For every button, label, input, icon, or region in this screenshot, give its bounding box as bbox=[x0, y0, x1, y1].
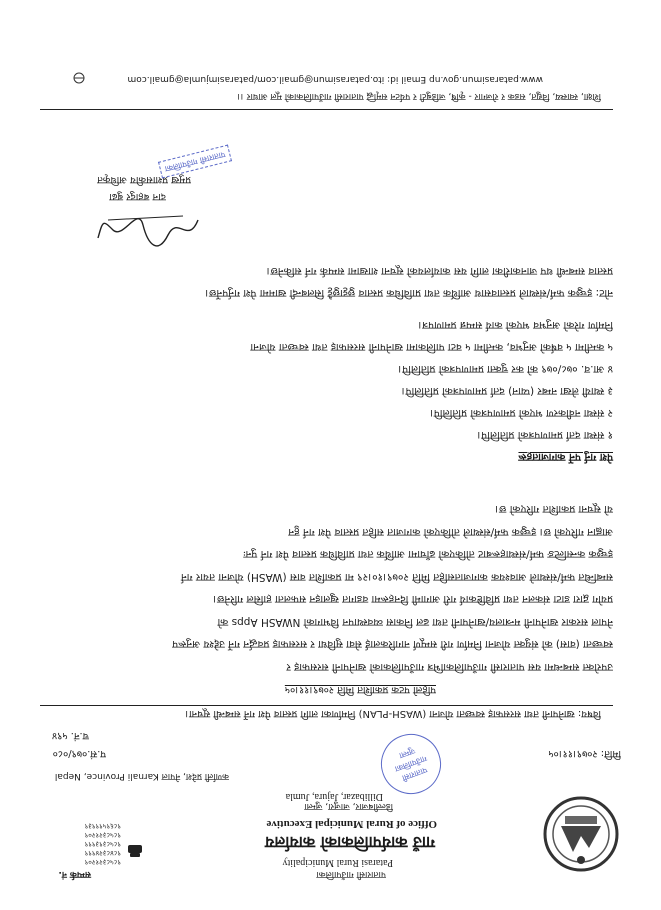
body-line: उपरोक्त सम्बन्धमा यस पातारासी गाउँपालिकाभित्र गाउँपालिकाको खानेपानी सरसफाइ र bbox=[286, 661, 613, 673]
notice-publish-date: पहिलो पटक प्रकाशित मिति २०७९।११।०५ bbox=[284, 684, 436, 695]
body-line: नेपाल सरकार खानेपानी मन्त्रालय/खानेपानी तथा ढल निकास व्यवस्थापन विभागको NWASH Apps को bbox=[217, 616, 613, 628]
body-line: यो सूचना प्रकाशित गरिएको छ। bbox=[495, 503, 613, 516]
body-line: प्रयोग द्वारा डाटा संकलन तथा प्रविष्टिकार्य गरी आगामी दिनहरूमा वडागत खुलाइन सफलता हासिल गरिनेछ। bbox=[213, 593, 613, 606]
round-stamp-text: पातारासी गाउँपालिका जुम्ला bbox=[393, 746, 429, 784]
office-name-np: गाउँ कार्यपालिकाको कार्यालय bbox=[265, 833, 435, 852]
body-line: इच्छुक कन्सल्टिङ फर्म/संस्थाहरूबाट तोकिएको ढाँचामा आर्थिक तथा प्राविधिक प्रस्ताव पेश गर्न पुनः bbox=[243, 548, 613, 561]
document-item: निर्माण गरेको अनुभव भएको कार्य सम्पन्न प्रमाणपत्र। bbox=[418, 319, 613, 331]
address-en: Dillibazar, Jajura, Jumla bbox=[285, 791, 383, 802]
document-item: १ संस्था दर्ता प्रमाणपत्रको प्रतिलिपि। bbox=[477, 429, 613, 441]
office-name-en: Office of Rural Municipal Executive bbox=[266, 818, 437, 830]
province-line: कर्णाली प्रदेश, नेपाल Karnali Province, Nepal bbox=[54, 771, 229, 781]
signature-stamp bbox=[158, 145, 232, 179]
municipality-name-en: Patarasi Rural Municipality bbox=[282, 857, 393, 868]
subject-divider bbox=[40, 705, 613, 706]
document-item: ४ आ.व. ०७८/०७९ को कर चुक्ता प्रमाणपत्रको प्रतिलिपि। bbox=[398, 363, 613, 375]
dispatch-number: च.नं. ५९४ bbox=[51, 730, 89, 741]
phone-icon bbox=[127, 844, 143, 858]
document-item: ३ स्थायी लेखा नम्बर (प्यान) दर्ता प्रमाणपत्रको प्रतिलिपि। bbox=[401, 385, 613, 397]
address-np: डिल्लीबजार, जाजुरा, जुम्ला bbox=[304, 801, 393, 811]
signature-scribble bbox=[93, 210, 203, 250]
body-line: आह्वान गरिएको छ। इच्छुक फर्म/संस्थाले तोकिएको कागजात सहित प्रस्ताव पेश गर्न हुन bbox=[288, 526, 613, 538]
document-item: २ संस्था नवीकरण भएको प्रमाणपत्रको प्रतिलिपि। bbox=[429, 407, 613, 419]
signatory-name: दान बहादुर बुढा bbox=[109, 191, 166, 202]
subject-line: विषय: खानेपानी तथा सरसफाइ स्वच्छता योजना (WASH-PLAN) निर्माणका लागि प्रस्ताव पेश गर्ने सम्बन्धी सूचना। bbox=[185, 708, 601, 719]
signature-stamp-text: पातारासी गाउँपालिका bbox=[163, 149, 227, 174]
document-item: ५ कम्तीमा ५ वर्षको अनुभव, कम्तीमा ५ वटा पालिकामा खानेपानी सरसफाइ तथा स्वच्छता योजना bbox=[250, 341, 613, 353]
web-icon bbox=[73, 72, 85, 84]
municipality-name-np: पातारासी गाउँपालिका bbox=[316, 869, 386, 879]
footer-contact: www.patarasimun.gov.np Email id: ito.patarasimun@gmail.com/patarasimjumla@gmail.com bbox=[127, 74, 543, 84]
closing-line: प्रस्ताव सम्बन्धी थप जानकारीका लागि यस कार्यालयको सूचना शाखामा सम्पर्क गर्न सकिनेछ। bbox=[266, 265, 613, 277]
letter-date: मिति: २०७९।११।०५ bbox=[548, 748, 621, 759]
body-line: सम्बन्धित फर्म/संस्थाले आवश्यक कागजातसहित मिति २०७९।१०।२९ मा प्रकाशित वास (WASH) योजना तयार गर्न bbox=[180, 571, 613, 583]
round-office-stamp bbox=[373, 726, 450, 803]
closing-line: नोट: इच्छुक फर्म/संस्थाले प्रस्तावसाथ आर्थिक तथा प्राविधिक प्रस्ताव छुट्टाछुट्टै सिलबन्दी खाममा पेश गर्नुपर्नेछ। bbox=[205, 287, 613, 299]
reference-number: प.सं.०७९/०८० bbox=[52, 748, 106, 759]
body-line: स्वच्छता (वास) को संयुक्त योजना निर्माण गरी सम्पूर्ण नागरिकलाई सेवा सुविधा र सरसफाइ प्रवर्द्धन गर्ने उद्देश्य अनुरूप bbox=[172, 638, 613, 651]
footer-divider bbox=[40, 109, 613, 110]
phone-label: सम्पर्क नं. bbox=[58, 869, 91, 879]
government-emblem bbox=[541, 790, 621, 874]
documents-title: पेश गर्नु पर्ने कागजातहरू bbox=[518, 451, 613, 463]
emblem-icon bbox=[541, 794, 621, 874]
phone-numbers: ९८५८३२१२०९ ९८४८३२४९९९ ९८५८३९३९९९ ९८५८३२१२०९ ९८६९५९९९३९ bbox=[84, 822, 121, 866]
footer-slogan: शिक्षा, स्वास्थ्य, विद्युत, सडक र रोजगार - कृषि, जडिबुटी र पर्यटन समृद्धि पातारासी गाउँपालिकाको मूल आधार ।। bbox=[237, 91, 601, 101]
signatory-title: प्रमुख प्रशासकीय अधिकृत bbox=[97, 174, 191, 185]
